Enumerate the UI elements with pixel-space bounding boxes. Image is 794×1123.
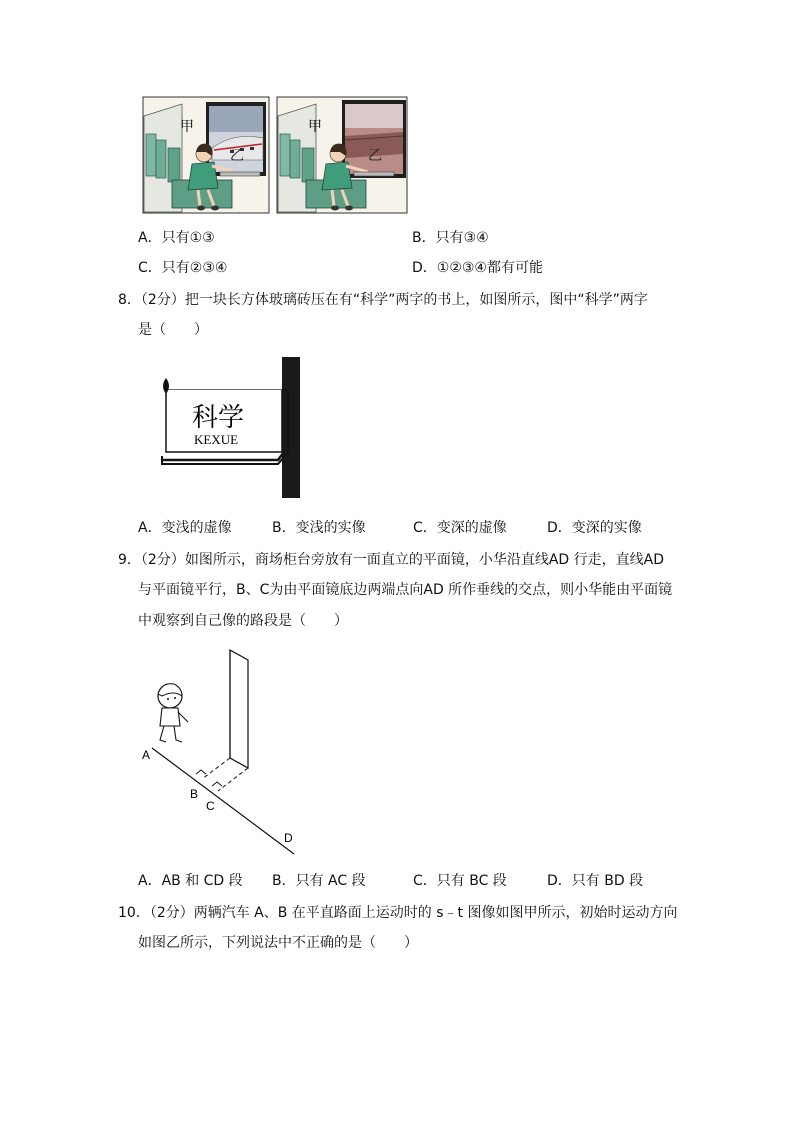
q9-stem-line-3: 中观察到自己像的路段是（ ） <box>138 613 348 629</box>
q7-option-c: C．只有②③④ <box>138 260 228 276</box>
q10-stem-line-1: 10．（2分）两辆汽车 A、B 在平直路面上运动时的 s﹣t 图像如图甲所示，初始时运动方向 <box>118 905 678 921</box>
q7-panel-1-label-jia: 甲 <box>180 119 194 135</box>
q9-mirror <box>230 650 248 768</box>
q8-stem-line-2: 是（ ） <box>138 322 208 338</box>
q7-option-d: D．①②③④都有可能 <box>412 260 543 276</box>
q7-panel-1 <box>143 97 269 213</box>
q9-line-ad <box>152 748 294 854</box>
q8-option-d: D．变深的实像 <box>547 520 642 536</box>
q8-option-a: A．变浅的虚像 <box>138 520 232 536</box>
q7-panel-2-label-yi: 乙 <box>368 148 382 164</box>
q9-stem-line-2: 与平面镜平行，B、C为由平面镜底边两端点向AD 所作垂线的交点，则小华能由平面镜 <box>138 582 673 598</box>
q9-option-d: D．只有 BD 段 <box>547 873 644 889</box>
q9-person-icon <box>158 684 188 742</box>
q8-figure-text-cn: 科学 <box>192 403 245 433</box>
q8-option-c: C．变深的虚像 <box>413 520 507 536</box>
q9-option-c: C．只有 BC 段 <box>413 873 507 889</box>
q7-panel-2 <box>277 97 407 213</box>
q9-figure <box>138 646 308 860</box>
q8-figure <box>158 356 308 502</box>
q7-figure <box>142 96 412 216</box>
q9-label-b: B <box>190 787 199 801</box>
q8-stem-line-1: 8．（2分）把一块长方体玻璃砖压在有“科学”两字的书上，如图所示，图中“科学”两字 <box>118 292 648 308</box>
q7-option-a: A．只有①③ <box>138 230 215 246</box>
q9-option-a: A．AB 和 CD 段 <box>138 873 243 889</box>
q9-stem-line-1: 9．（2分）如图所示，商场柜台旁放有一面直立的平面镜，小华沿直线AD 行走，直线AD <box>118 552 664 568</box>
q10-stem-line-2: 如图乙所示，下列说法中不正确的是（ ） <box>138 935 418 951</box>
q7-panel-2-label-jia: 甲 <box>308 119 322 135</box>
q9-option-b: B．只有 AC 段 <box>272 873 366 889</box>
q7-option-b: B．只有③④ <box>412 230 489 246</box>
q7-panel-1-label-yi: 乙 <box>230 148 244 164</box>
q9-label-d: D <box>284 831 293 845</box>
q8-wall <box>282 357 300 498</box>
q9-label-c: C <box>206 799 215 813</box>
q9-label-a: A <box>142 748 151 762</box>
q8-figure-text-en: KEXUE <box>194 432 239 447</box>
q8-option-b: B．变浅的实像 <box>272 520 366 536</box>
